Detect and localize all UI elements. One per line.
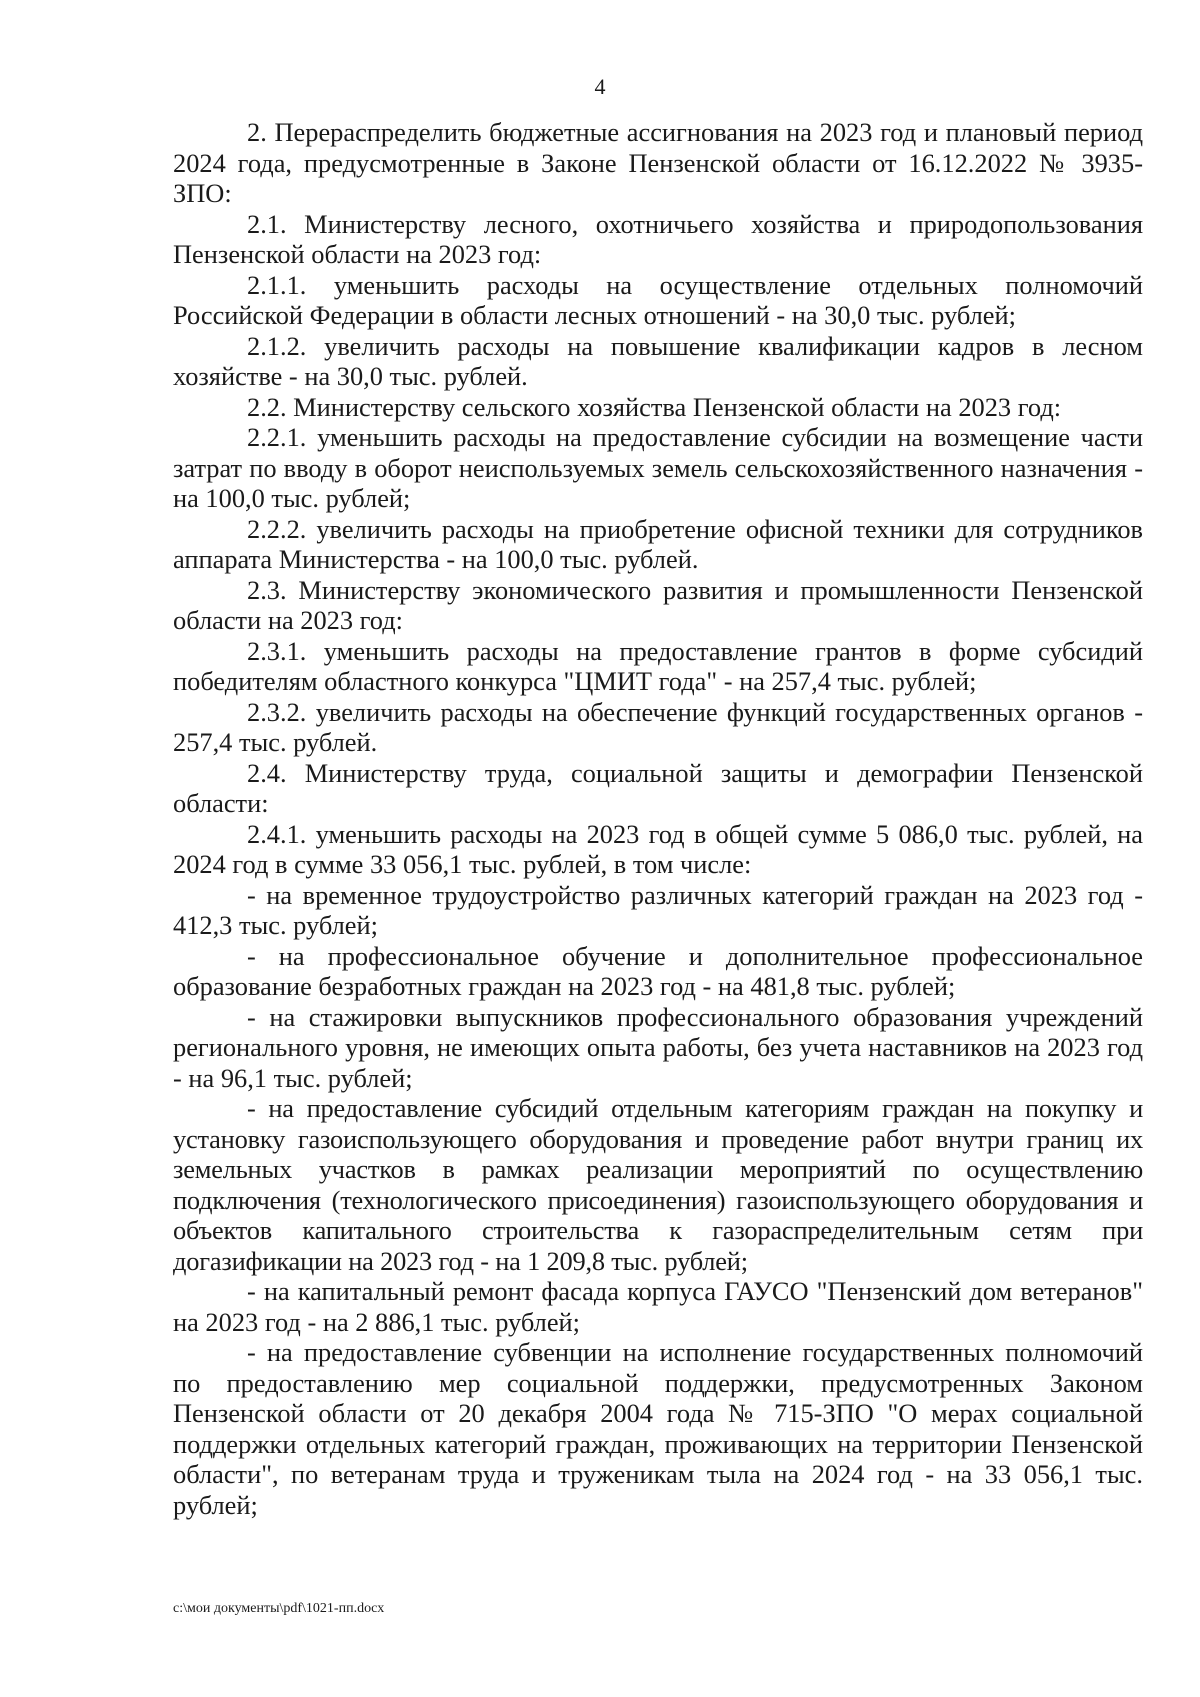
list-item-professional-training: - на профессиональное обучение и дополнительное профессиональное образование безработных граждан на 2023 год - на 481,8 тыс. рублей; — [173, 940, 1143, 1001]
paragraph-2-3-1: 2.3.1. уменьшить расходы на предоставление грантов в форме субсидий победителям областного конкурса "ЦМИТ года" - на 257,4 тыс. рублей; — [173, 635, 1143, 696]
footer-file-path: c:\мои документы\pdf\1021-пп.docx — [173, 1601, 385, 1616]
paragraph-2-2-2: 2.2.2. увеличить расходы на приобретение офисной техники для сотрудников аппарата Министерства - на 100,0 тыс. рублей. — [173, 513, 1143, 574]
paragraph-2-1-2: 2.1.2. увеличить расходы на повышение квалификации кадров в лесном хозяйстве - на 30,0 тыс. рублей. — [173, 330, 1143, 391]
list-item-internships: - на стажировки выпускников профессионального образования учреждений регионального уровня, не имеющих опыта работы, без учета наставников на 2023 год - на 96,1 тыс. рублей; — [173, 1001, 1143, 1093]
paragraph-2-4-1: 2.4.1. уменьшить расходы на 2023 год в общей сумме 5 086,0 тыс. рублей, на 2024 год в сумме 33 056,1 тыс. рублей, в том числе: — [173, 818, 1143, 879]
list-item-temporary-employment: - на временное трудоустройство различных категорий граждан на 2023 год - 412,3 тыс. рублей; — [173, 879, 1143, 940]
paragraph-2-2-1: 2.2.1. уменьшить расходы на предоставление субсидии на возмещение части затрат по вводу в оборот неиспользуемых земель сельскохозяйственного назначения - на 100,0 тыс. рублей; — [173, 422, 1143, 513]
paragraph-2: 2. Перераспределить бюджетные ассигнования на 2023 год и плановый период 2024 года, предусмотренные в Законе Пензенской области от 16.12.2022 № 3935-ЗПО: — [173, 117, 1143, 208]
paragraph-2-1-1: 2.1.1. уменьшить расходы на осуществление отдельных полномочий Российской Федерации в области лесных отношений - на 30,0 тыс. рублей; — [173, 269, 1143, 330]
list-item-social-support-subvention: - на предоставление субвенции на исполнение государственных полномочий по предоставлению мер социальной поддержки, предусмотренных Законом Пензенской области от 20 декабря 2004 года № 715-ЗПО "О мерах социальной поддержки отдельных категорий граждан, проживающих на территории Пензенской области", по ветеранам труда и труженикам тыла на 2024 год - на 33 056,1 тыс. рублей; — [173, 1337, 1143, 1520]
paragraph-2-3: 2.3. Министерству экономического развития и промышленности Пензенской области на 2023 год: — [173, 574, 1143, 635]
page-number: 4 — [594, 74, 606, 99]
paragraph-2-2: 2.2. Министерству сельского хозяйства Пензенской области на 2023 год: — [247, 391, 1062, 422]
paragraph-2-1: 2.1. Министерству лесного, охотничьего хозяйства и природопользования Пензенской области на 2023 год: — [173, 208, 1143, 269]
list-item-gas-equipment-subsidies: - на предоставление субсидий отдельным категориям граждан на покупку и установку газоиспользующего оборудования и проведение работ внутри границ их земельных участков в рамках реализации мероприятий по осуществлению подключения (технологического присоединения) газоиспользующего оборудования и объектов капитального строительства к газораспределительным сетям при догазификации на 2023 год - на 1 209,8 тыс. рублей; — [173, 1093, 1143, 1276]
paragraph-2-4: 2.4. Министерству труда, социальной защиты и демографии Пензенской области: — [173, 757, 1143, 818]
document-body — [173, 117, 1143, 1520]
paragraph-2-3-2: 2.3.2. увеличить расходы на обеспечение функций государственных органов - 257,4 тыс. рублей. — [173, 696, 1143, 757]
list-item-facade-repair: - на капитальный ремонт фасада корпуса ГАУСО "Пензенский дом ветеранов" на 2023 год - на 2 886,1 тыс. рублей; — [173, 1276, 1143, 1337]
